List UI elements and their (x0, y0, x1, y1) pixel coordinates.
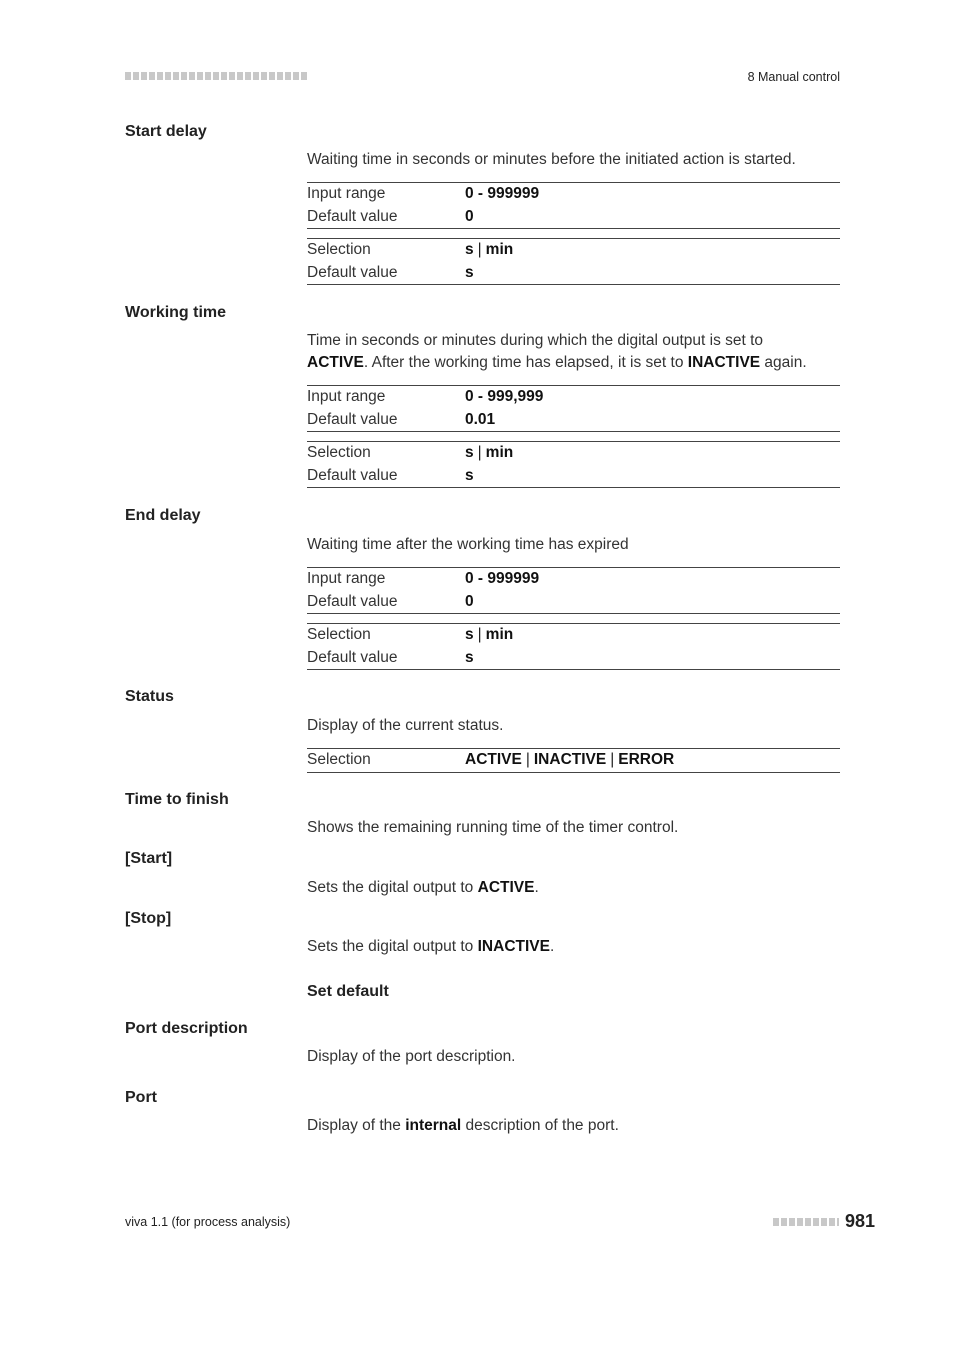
start-delay-unit-table (307, 238, 840, 285)
table-key: Selection (307, 241, 371, 258)
footer-decoration-bar (773, 1218, 839, 1226)
table-key: Default value (307, 592, 398, 610)
start-delay-range-table (307, 182, 840, 229)
option: min (485, 241, 514, 258)
table-key: Selection (307, 751, 371, 768)
table-row (307, 647, 840, 670)
table-value (465, 442, 513, 465)
table-value (465, 749, 674, 772)
option: ACTIVE (465, 751, 522, 768)
port-description-text: Display of the port description. (307, 1048, 516, 1065)
stop-button-label: [Stop] (125, 910, 172, 927)
table-value: 0 - 999999 (465, 185, 540, 202)
table-row (307, 183, 840, 206)
status-label: Status (125, 688, 174, 705)
start-button-description: Sets the digital output to ACTIVE. (307, 879, 539, 896)
start-button-label: [Start] (125, 850, 173, 867)
working-time-description: Time in seconds or minutes during which the digital output is set to ACTIVE. After the working time has elapsed, it is set to INACTIVE again. (307, 332, 807, 371)
working-time-unit-table (307, 441, 840, 488)
stop-button-description: Sets the digital output to INACTIVE. (307, 938, 555, 955)
chapter-title: 8 Manual control (747, 70, 840, 84)
table-row (307, 409, 840, 432)
table-value: s (465, 466, 474, 484)
table-key: Input range (307, 185, 386, 202)
option: ERROR (618, 751, 675, 768)
table-value: 0 - 999999 (465, 570, 540, 587)
table-row (307, 386, 840, 409)
separator: | (477, 241, 482, 258)
table-row (307, 262, 840, 285)
table-key: Default value (307, 648, 398, 666)
table-key: Default value (307, 466, 398, 484)
start-delay-label: Start delay (125, 123, 207, 140)
port-label: Port (125, 1089, 157, 1106)
table-row (307, 239, 840, 262)
table-row (307, 591, 840, 614)
table-key: Selection (307, 626, 371, 643)
table-row (307, 465, 840, 488)
option: INACTIVE (533, 751, 607, 768)
separator: | (525, 751, 530, 768)
table-key: Default value (307, 263, 398, 281)
set-default-heading: Set default (307, 983, 389, 1000)
table-row (307, 749, 840, 772)
footer-product: viva 1.1 (for process analysis) (125, 1215, 291, 1229)
table-value: s (465, 648, 474, 666)
table-value (465, 239, 513, 262)
table-key: Input range (307, 388, 386, 405)
option: min (485, 444, 514, 461)
working-time-range-table (307, 385, 840, 432)
header-decoration-bar (125, 72, 307, 80)
end-delay-unit-table (307, 623, 840, 670)
separator: | (610, 751, 615, 768)
table-value (465, 624, 513, 647)
table-value: 0 (465, 592, 474, 610)
status-selection-table (307, 748, 840, 773)
option: s (465, 626, 474, 643)
time-to-finish-description: Shows the remaining running time of the timer control. (307, 819, 679, 836)
option: min (485, 626, 514, 643)
table-row (307, 624, 840, 647)
page-number: 981 (845, 1211, 876, 1231)
port-description: Display of the internal description of the port. (307, 1117, 619, 1134)
option: s (465, 444, 474, 461)
table-value: 0 (465, 207, 474, 225)
table-row (307, 442, 840, 465)
end-delay-description: Waiting time after the working time has expired (307, 536, 629, 553)
option: s (465, 241, 474, 258)
end-delay-label: End delay (125, 507, 201, 524)
table-value: 0 - 999,999 (465, 388, 544, 405)
table-row (307, 206, 840, 229)
table-key: Default value (307, 410, 398, 428)
table-value: 0.01 (465, 410, 496, 428)
time-to-finish-label: Time to finish (125, 791, 229, 808)
table-value: s (465, 263, 474, 281)
table-key: Default value (307, 207, 398, 225)
port-description-label: Port description (125, 1020, 248, 1037)
separator: | (477, 444, 482, 461)
end-delay-range-table (307, 567, 840, 614)
status-description: Display of the current status. (307, 717, 504, 734)
working-time-label: Working time (125, 304, 227, 321)
table-key: Selection (307, 444, 371, 461)
table-key: Input range (307, 570, 386, 587)
table-row (307, 568, 840, 591)
start-delay-description: Waiting time in seconds or minutes before the initiated action is started. (307, 151, 796, 168)
separator: | (477, 626, 482, 643)
